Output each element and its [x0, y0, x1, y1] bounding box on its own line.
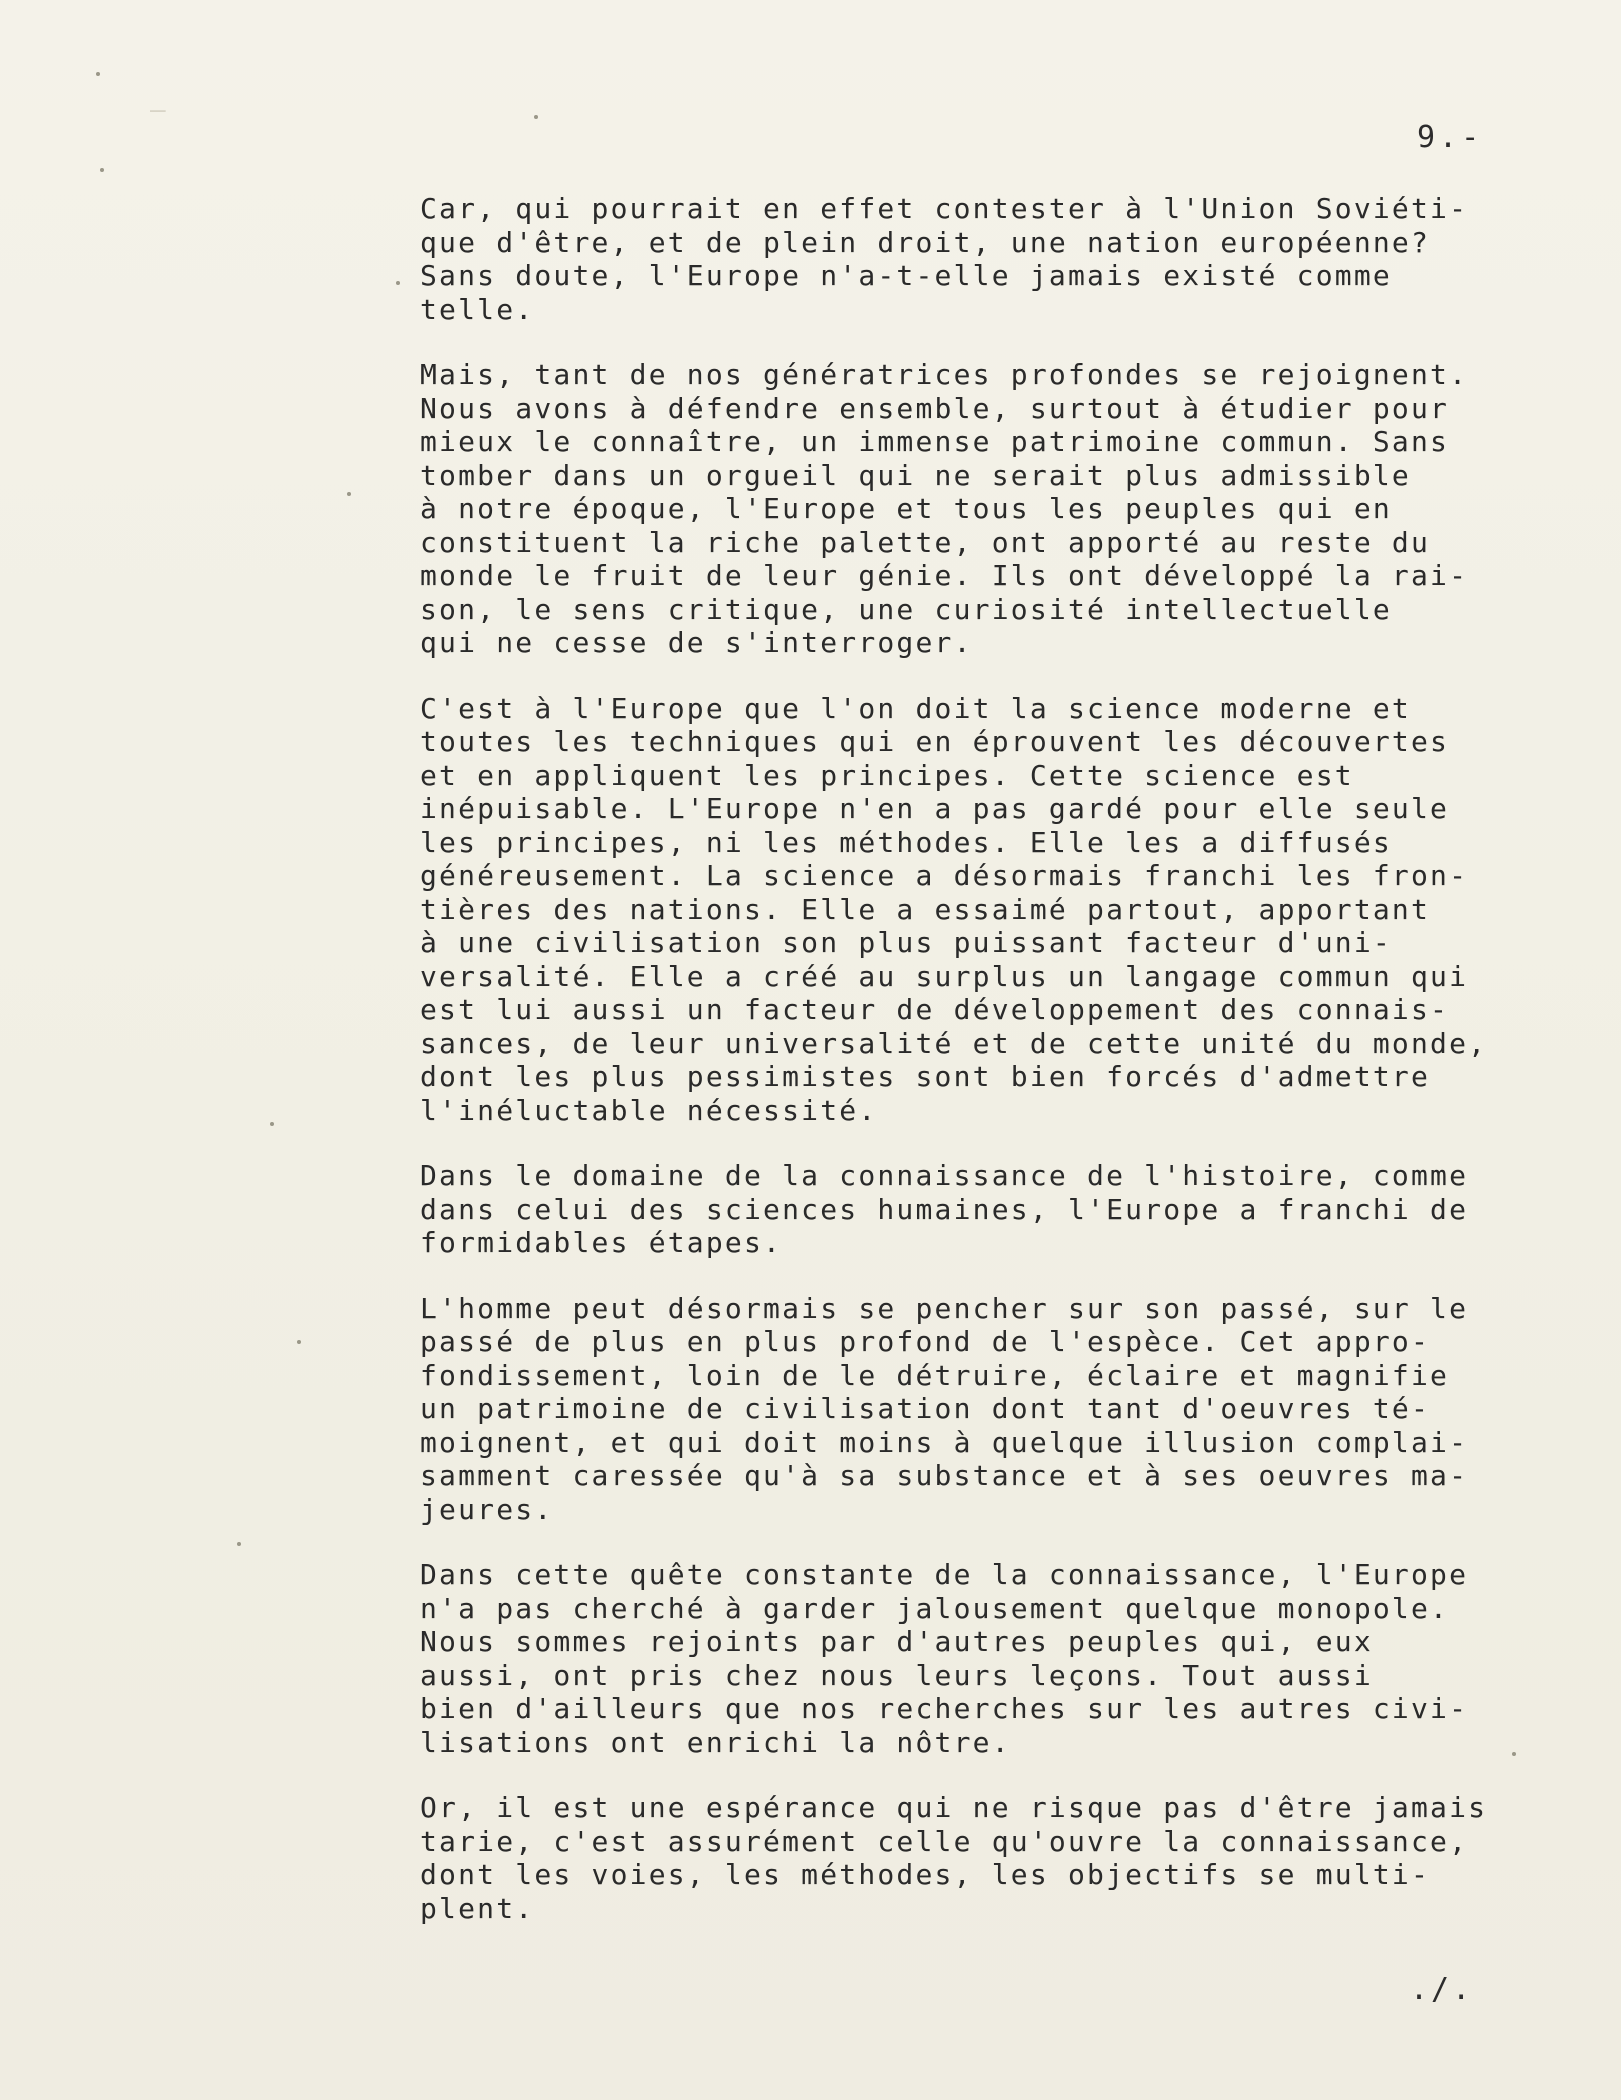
text-line: n'a pas cherché à garder jalousement quelque monopole. [420, 1591, 1450, 1625]
bleed-through-mark: — [150, 95, 166, 125]
text-line: tières des nations. Elle a essaimé partout, apportant [420, 892, 1431, 926]
paper-speck [396, 281, 400, 285]
text-line: plent. [420, 1891, 535, 1925]
text-line: dont les voies, les méthodes, les objectifs se multi- [420, 1858, 1431, 1891]
page-number: 9.- [1417, 120, 1484, 155]
text-line: aussi, ont pris chez nous leurs leçons. Tout aussi [420, 1658, 1373, 1692]
paragraph [420, 692, 1600, 1128]
text-line: dont les plus pessimistes sont bien forcés d'admettre [420, 1060, 1431, 1093]
text-line: constituent la riche palette, ont apporté au reste du [420, 525, 1431, 559]
text-line: samment caressée qu'à sa substance et à ses oeuvres ma- [420, 1459, 1469, 1492]
body-text [420, 192, 1600, 1957]
text-line: jeures. [420, 1492, 554, 1526]
paragraph [420, 358, 1600, 660]
text-line: Car, qui pourrait en effet contester à l'Union Soviéti- [420, 192, 1469, 225]
text-line: monde le fruit de leur génie. Ils ont développé la rai- [420, 559, 1469, 592]
text-line: bien d'ailleurs que nos recherches sur les autres civi- [420, 1692, 1469, 1725]
paper-speck [534, 115, 538, 119]
paragraph [420, 192, 1600, 326]
text-line: Dans le domaine de la connaissance de l'histoire, comme [420, 1159, 1469, 1192]
paper-speck [96, 72, 100, 76]
text-line: Dans cette quête constante de la connaissance, l'Europe [420, 1558, 1469, 1591]
text-line: Mais, tant de nos génératrices profondes se rejoignent. [420, 358, 1469, 391]
text-line: passé de plus en plus profond de l'espèce. Cet appro- [420, 1325, 1431, 1358]
text-line: fondissement, loin de le détruire, éclaire et magnifie [420, 1358, 1450, 1392]
text-line: telle. [420, 292, 535, 326]
text-line: lisations ont enrichi la nôtre. [420, 1725, 1011, 1759]
text-line: que d'être, et de plein droit, une nation européenne? [420, 225, 1431, 259]
text-line: généreusement. La science a désormais franchi les fron- [420, 859, 1469, 892]
text-line: Sans doute, l'Europe n'a-t-elle jamais existé comme [420, 259, 1392, 292]
text-line: tomber dans un orgueil qui ne serait plus admissible [420, 458, 1411, 492]
text-line: toutes les techniques qui en éprouvent les découvertes [420, 725, 1450, 758]
text-line: Nous sommes rejoints par d'autres peuples qui, eux [420, 1625, 1373, 1658]
text-line: C'est à l'Europe que l'on doit la science moderne et [420, 691, 1411, 725]
text-line: est lui aussi un facteur de développement des connais- [420, 993, 1450, 1026]
text-line: l'inéluctable nécessité. [420, 1093, 878, 1127]
text-line: inépuisable. L'Europe n'en a pas gardé pour elle seule [420, 792, 1450, 825]
text-line: Nous avons à défendre ensemble, surtout à étudier pour [420, 391, 1450, 425]
text-line: les principes, ni les méthodes. Elle les a diffusés [420, 825, 1392, 859]
text-line: à notre époque, l'Europe et tous les peuples qui en [420, 492, 1392, 525]
text-line: dans celui des sciences humaines, l'Europe a franchi de [420, 1192, 1469, 1226]
text-line: moignent, et qui doit moins à quelque illusion complai- [420, 1425, 1469, 1459]
text-line: et en appliquent les principes. Cette science est [420, 758, 1354, 792]
text-line: versalité. Elle a créé au surplus un langage commun qui [420, 959, 1469, 993]
text-line: L'homme peut désormais se pencher sur son passé, sur le [420, 1291, 1469, 1325]
text-line: qui ne cesse de s'interroger. [420, 626, 973, 659]
paper-speck [297, 1340, 301, 1344]
paper-speck [347, 492, 351, 496]
continuation-mark: ./. [1410, 1972, 1474, 2007]
text-line: mieux le connaître, un immense patrimoine commun. Sans [420, 425, 1450, 458]
text-line: son, le sens critique, une curiosité intellectuelle [420, 592, 1392, 626]
text-line: formidables étapes. [420, 1226, 783, 1259]
paper-speck [100, 168, 104, 172]
text-line: tarie, c'est assurément celle qu'ouvre la connaissance, [420, 1824, 1469, 1858]
paragraph [420, 1292, 1600, 1527]
text-line: à une civilisation son plus puissant facteur d'uni- [420, 926, 1392, 959]
paper-speck [270, 1122, 274, 1126]
text-line: un patrimoine de civilisation dont tant d'oeuvres té- [420, 1392, 1431, 1425]
text-line: Or, il est une espérance qui ne risque pas d'être jamais [420, 1791, 1488, 1824]
paragraph [420, 1558, 1600, 1759]
text-line: sances, de leur universalité et de cette unité du monde, [420, 1026, 1488, 1060]
paragraph [420, 1791, 1600, 1925]
paragraph [420, 1159, 1600, 1260]
paper-speck [237, 1542, 241, 1546]
